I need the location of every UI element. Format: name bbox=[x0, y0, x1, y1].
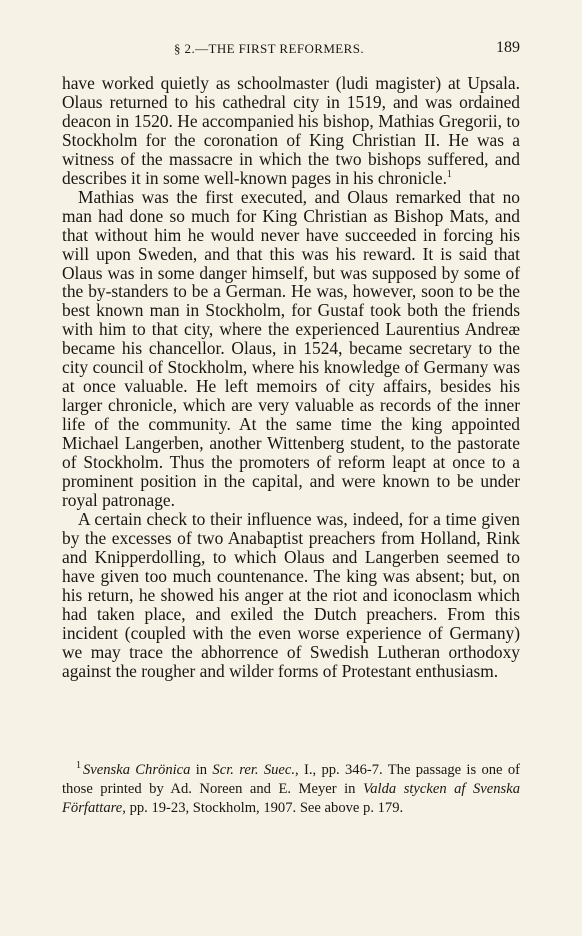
footnote-text-2: , I., pp. 346-7. The passage is one of those printed by Ad. Noreen and E. Meyer in bbox=[62, 762, 520, 797]
paragraph-3: A certain check to their influence was, indeed, for a time given by the excesses of two Anabaptist preachers from Holland, Rink and Knipperdolling, to which Olaus and Langerben seemed to have given too much countenance. The king was absent; but, on his return, he showed his anger at the riot and iconoclasm which had taken place, and exiled the Dutch preachers. From this incident (coupled with the even worse experience of Germany) we may trace the abhorrence of Swedish Lutheran orthodoxy against the rougher and wilder forms of Protestant enthusiasm. bbox=[62, 508, 520, 681]
running-head: § 2.—THE FIRST REFORMERS. bbox=[174, 41, 364, 56]
footnote-text bbox=[62, 761, 520, 818]
paragraph-1 bbox=[62, 74, 520, 188]
footnote-title-scr: Scr. rer. Suec. bbox=[212, 762, 296, 778]
footnote-title-valda: Valda stycken af Svenska Författare bbox=[62, 781, 520, 816]
footnote-title-chronica: Svenska Chrönica bbox=[83, 762, 191, 778]
footnote-text-3: , pp. 19-23, Stockholm, 1907. See above p. 179. bbox=[122, 800, 404, 816]
paragraph-2: Mathias was the first executed, and Olaus remarked that no man had done so much for King Christian as Bishop Mats, and that without him he would never have succeeded in forcing his will upon Sweden, and that this was his reward. It is said that Olaus was in some danger himself, but was supposed by some of the by-standers to be a German. He was, however, soon to be the best known man in Stockholm, for Gustaf took both the friends with him to that city, where the experienced Laurentius Andreæ became his chancellor. Olaus, in 1524, became secretary to the city council of Stockholm, where his knowledge of Germany was at once valuable. He left memoirs of city affairs, besides his larger chronicle, which are very valuable as records of the inner life of the community. At the same time the king appointed Michael Langerben, another Wittenberg student, to the pastorate of Stockholm. Thus the promoters of reform leapt at once to a prominent position in the capital, and were known to be under royal patronage. bbox=[62, 186, 520, 510]
body-text bbox=[62, 74, 520, 681]
page-header bbox=[62, 41, 520, 63]
footnote-mark: 1 bbox=[76, 760, 81, 772]
footnote-text-1: in bbox=[190, 762, 213, 778]
paragraph-1-text: have worked quietly as schoolmaster (ludi magister) at Upsala. Olaus returned to his cathedral city in 1519, and was ordained deacon in 1520. He accompanied his bishop, Mathias Gregorii, to Stockholm for the coronation of King Christian II. He was a witness of the massacre in which the two bishops suffered, and describes it in some well-known pages in his chronicle. bbox=[62, 73, 520, 188]
footnote bbox=[62, 761, 520, 818]
footnote-reference: 1 bbox=[446, 168, 452, 180]
page-number: 189 bbox=[496, 39, 520, 56]
